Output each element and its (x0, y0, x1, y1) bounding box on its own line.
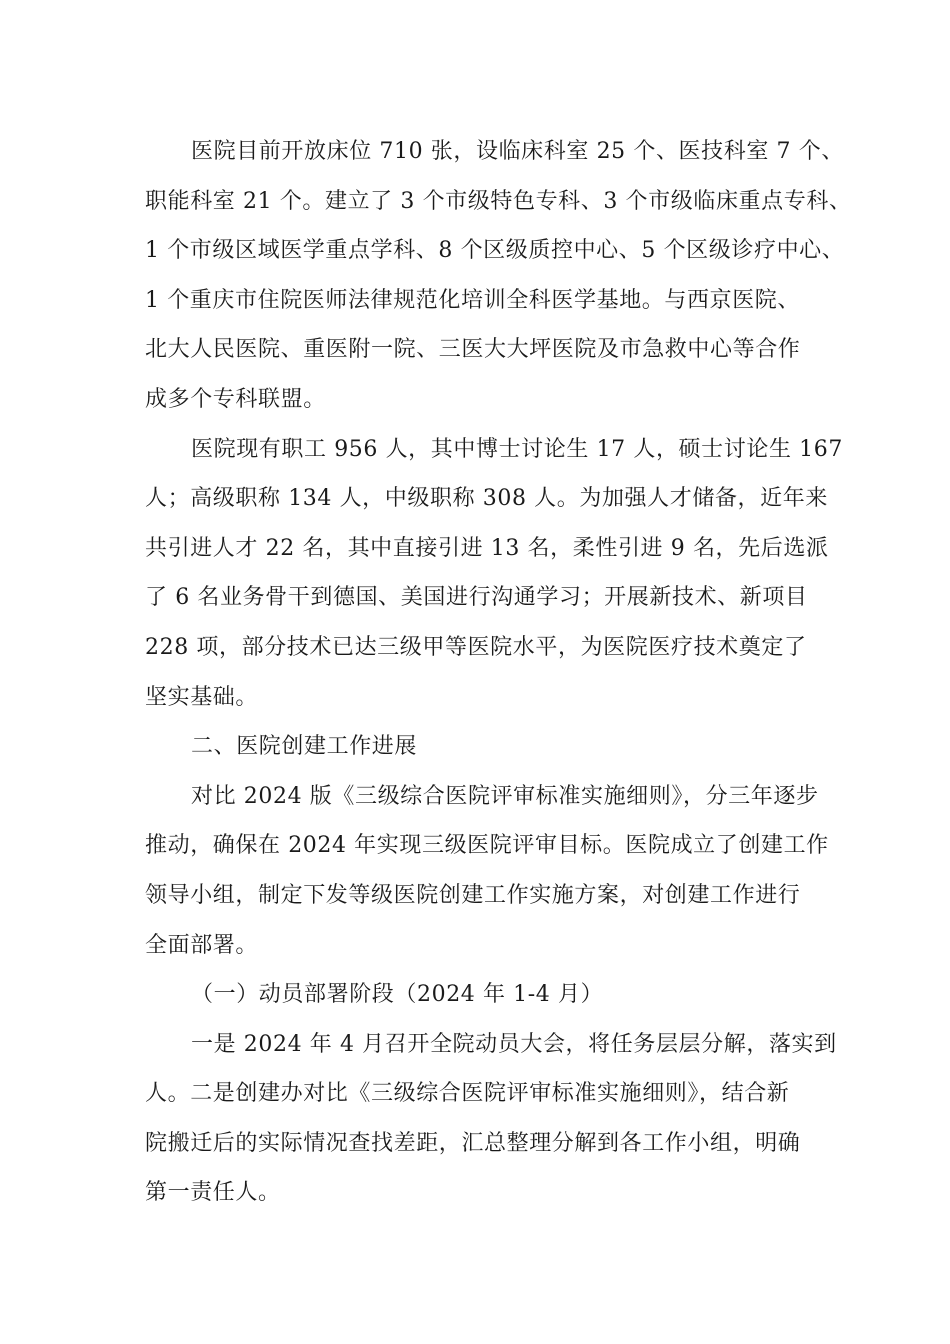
text-line: 一是 2024 年 4 月召开全院动员大会，将任务层层分解，落实到 (191, 1031, 837, 1057)
para-staff (145, 425, 843, 723)
text-line: 职能科室 21 个。建立了 3 个市级特色专科、3 个市级临床重点专科、 (145, 188, 852, 214)
text-line: 推动，确保在 2024 年实现三级医院评审目标。医院成立了创建工作 (145, 833, 829, 859)
para-creation-plan (145, 772, 827, 970)
text-line: 北大人民医院、重医附一院、三医大大坪医院及市急救中心等合作 (145, 337, 801, 363)
text-line: 人。二是创建办对比《三级综合医院评审标准实施细则》，结合新 (145, 1081, 790, 1107)
para-hospital-overview (145, 127, 852, 425)
text-line: 228 项，部分技术已达三级甲等医院水平，为医院医疗技术奠定了 (145, 634, 807, 660)
document-body (145, 127, 852, 1218)
text-line: 坚实基础。 (145, 684, 259, 710)
text-line: 第一责任人。 (145, 1180, 281, 1206)
text-line: 医院目前开放床位 710 张，设临床科室 25 个、医技科室 7 个、 (191, 139, 844, 164)
text-line: 院搬迁后的实际情况查找差距，汇总整理分解到各工作小组，明确 (145, 1130, 801, 1156)
text-line: 了 6 名业务骨干到德国、美国进行沟通学习；开展新技术、新项目 (145, 585, 808, 611)
text-line: 1 个市级区域医学重点学科、8 个区级质控中心、5 个区级诊疗中心、 (145, 238, 845, 264)
para-mobilization (145, 1020, 837, 1218)
subsection-heading: （一）动员部署阶段（2024 年 1-4 月） (191, 982, 604, 1008)
subsection-heading-1 (145, 970, 827, 1020)
text-line: 人；高级职称 134 人，中级职称 308 人。为加强人才储备，近年来 (145, 486, 828, 512)
text-line: 1 个重庆市住院医师法律规范化培训全科医学基地。与西京医院、 (145, 287, 800, 313)
text-line: 全面部署。 (145, 932, 259, 958)
text-line: 医院现有职工 956 人，其中博士讨论生 17 人，硕士讨论生 167 (191, 436, 843, 462)
text-line: 共引进人才 22 名，其中直接引进 13 名，柔性引进 9 名，先后选派 (145, 535, 829, 561)
text-line: 对比 2024 版《三级综合医院评审标准实施细则》，分三年逐步 (191, 783, 819, 809)
text-line: 领导小组，制定下发等级医院创建工作实施方案，对创建工作进行 (145, 882, 801, 908)
section-heading: 二、医院创建工作进展 (191, 734, 418, 760)
text-line: 成多个专科联盟。 (145, 386, 326, 412)
section-heading-2 (145, 722, 827, 772)
